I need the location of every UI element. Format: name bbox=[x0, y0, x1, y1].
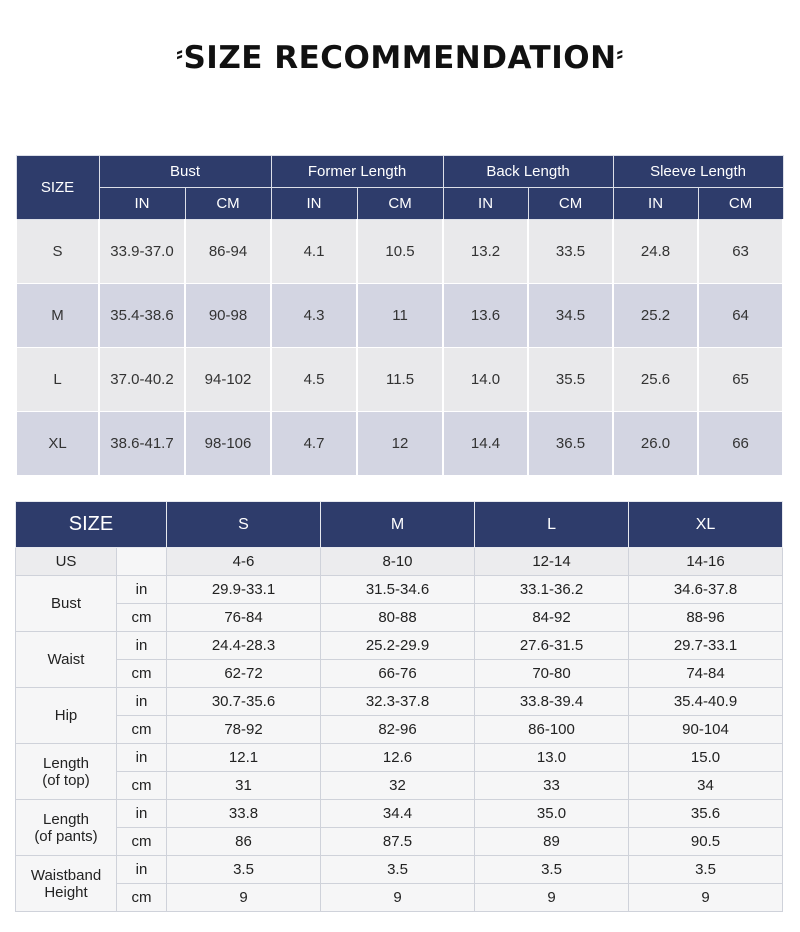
table-row bbox=[16, 856, 783, 884]
table-row bbox=[16, 604, 783, 632]
table-cell: 15.0 bbox=[629, 744, 783, 772]
measure-label: Waistband Height bbox=[16, 856, 117, 912]
table-cell: 9 bbox=[321, 884, 475, 912]
table-cell: 10.5 bbox=[357, 220, 443, 284]
unit-header: IN bbox=[613, 188, 698, 220]
group-header: Bust bbox=[99, 156, 271, 188]
table-cell: 80-88 bbox=[321, 604, 475, 632]
size-label: S bbox=[16, 220, 99, 284]
table-cell: 4.3 bbox=[271, 284, 357, 348]
table-cell: 86 bbox=[167, 828, 321, 856]
unit-label: in bbox=[117, 800, 167, 828]
page-title-text: SIZE RECOMMENDATION bbox=[183, 40, 617, 76]
table-cell: 34.5 bbox=[528, 284, 613, 348]
table-cell: 70-80 bbox=[475, 660, 629, 688]
table-cell: 3.5 bbox=[167, 856, 321, 884]
table-cell: 9 bbox=[475, 884, 629, 912]
table-cell: 33.1-36.2 bbox=[475, 576, 629, 604]
table-cell: 86-100 bbox=[475, 716, 629, 744]
table-cell: 98-106 bbox=[185, 412, 271, 476]
measure-label: Hip bbox=[16, 688, 117, 744]
table-cell: 63 bbox=[698, 220, 783, 284]
table-cell: 12-14 bbox=[475, 548, 629, 576]
table-cell: 35.4-38.6 bbox=[99, 284, 185, 348]
group-header: Sleeve Length bbox=[613, 156, 783, 188]
table-row bbox=[16, 220, 783, 284]
table-cell: 3.5 bbox=[629, 856, 783, 884]
table-cell: 35.0 bbox=[475, 800, 629, 828]
size-column-header: M bbox=[321, 502, 475, 548]
table-cell: 65 bbox=[698, 348, 783, 412]
measure-label: Bust bbox=[16, 576, 117, 632]
table-cell: 74-84 bbox=[629, 660, 783, 688]
table-row bbox=[16, 348, 783, 412]
table-row bbox=[16, 828, 783, 856]
table-cell: 35.4-40.9 bbox=[629, 688, 783, 716]
table-cell: 12 bbox=[357, 412, 443, 476]
size-table-bottom bbox=[15, 501, 783, 912]
table-cell: 90-98 bbox=[185, 284, 271, 348]
group-header: Former Length bbox=[271, 156, 443, 188]
table-cell: 66 bbox=[698, 412, 783, 476]
table-cell: 4.1 bbox=[271, 220, 357, 284]
measure-label: Length (of top) bbox=[16, 744, 117, 800]
table-cell: 76-84 bbox=[167, 604, 321, 632]
size-label: L bbox=[16, 348, 99, 412]
table-cell: 86-94 bbox=[185, 220, 271, 284]
table-cell: 78-92 bbox=[167, 716, 321, 744]
table-row bbox=[16, 688, 783, 716]
table-cell: 12.6 bbox=[321, 744, 475, 772]
table-cell: 90-104 bbox=[629, 716, 783, 744]
unit-label: cm bbox=[117, 828, 167, 856]
table-cell: 4.5 bbox=[271, 348, 357, 412]
table-row bbox=[16, 284, 783, 348]
table-cell: 33.5 bbox=[528, 220, 613, 284]
table-cell: 37.0-40.2 bbox=[99, 348, 185, 412]
table-cell: 27.6-31.5 bbox=[475, 632, 629, 660]
unit-header: IN bbox=[443, 188, 528, 220]
table-cell: 33.9-37.0 bbox=[99, 220, 185, 284]
size-column-header: XL bbox=[629, 502, 783, 548]
table-cell: 14.0 bbox=[443, 348, 528, 412]
unit-header: IN bbox=[99, 188, 185, 220]
table-cell: 89 bbox=[475, 828, 629, 856]
table-row bbox=[16, 772, 783, 800]
unit-header: CM bbox=[698, 188, 783, 220]
table-cell: 31 bbox=[167, 772, 321, 800]
table-cell: 13.0 bbox=[475, 744, 629, 772]
unit-label: in bbox=[117, 576, 167, 604]
table-cell: 62-72 bbox=[167, 660, 321, 688]
table-row bbox=[16, 800, 783, 828]
unit-label: in bbox=[117, 856, 167, 884]
table-row bbox=[16, 412, 783, 476]
table-cell: 29.7-33.1 bbox=[629, 632, 783, 660]
table-row bbox=[16, 884, 783, 912]
table-cell: 64 bbox=[698, 284, 783, 348]
unit-header: IN bbox=[271, 188, 357, 220]
table-cell: 11.5 bbox=[357, 348, 443, 412]
size-header: SIZE bbox=[16, 502, 167, 548]
unit-header: CM bbox=[528, 188, 613, 220]
table-cell: 84-92 bbox=[475, 604, 629, 632]
measure-label: Waist bbox=[16, 632, 117, 688]
table-cell: 88-96 bbox=[629, 604, 783, 632]
table-row bbox=[16, 744, 783, 772]
header-row-units bbox=[16, 188, 783, 220]
table-cell: 8-10 bbox=[321, 548, 475, 576]
table-cell: 24.8 bbox=[613, 220, 698, 284]
size-column-header: S bbox=[167, 502, 321, 548]
table-cell: 94-102 bbox=[185, 348, 271, 412]
size-label: M bbox=[16, 284, 99, 348]
table-cell: 34 bbox=[629, 772, 783, 800]
unit-label: in bbox=[117, 744, 167, 772]
table-cell: 9 bbox=[629, 884, 783, 912]
size-label: XL bbox=[16, 412, 99, 476]
table-cell: 24.4-28.3 bbox=[167, 632, 321, 660]
table-cell: 87.5 bbox=[321, 828, 475, 856]
table-cell: 25.2 bbox=[613, 284, 698, 348]
right-accent-icon: ⸗ bbox=[616, 41, 624, 65]
group-header: Back Length bbox=[443, 156, 613, 188]
unit-label: in bbox=[117, 688, 167, 716]
unit-header: CM bbox=[357, 188, 443, 220]
table-cell: 90.5 bbox=[629, 828, 783, 856]
unit-label: in bbox=[117, 632, 167, 660]
table-cell: 36.5 bbox=[528, 412, 613, 476]
size-header: SIZE bbox=[16, 156, 99, 220]
table-cell: 33.8-39.4 bbox=[475, 688, 629, 716]
table-cell: 13.2 bbox=[443, 220, 528, 284]
unit-header: CM bbox=[185, 188, 271, 220]
table-cell: 4-6 bbox=[167, 548, 321, 576]
table-cell: 26.0 bbox=[613, 412, 698, 476]
table-cell: 31.5-34.6 bbox=[321, 576, 475, 604]
table-cell: 35.6 bbox=[629, 800, 783, 828]
table-row bbox=[16, 660, 783, 688]
table-cell: 13.6 bbox=[443, 284, 528, 348]
size-column-header: L bbox=[475, 502, 629, 548]
table-row bbox=[16, 576, 783, 604]
table-cell: 82-96 bbox=[321, 716, 475, 744]
unit-label: cm bbox=[117, 772, 167, 800]
unit-label: cm bbox=[117, 660, 167, 688]
table-cell: 4.7 bbox=[271, 412, 357, 476]
table-cell: 12.1 bbox=[167, 744, 321, 772]
unit-label: cm bbox=[117, 604, 167, 632]
table-cell: 38.6-41.7 bbox=[99, 412, 185, 476]
size-table-top bbox=[15, 155, 784, 475]
table-cell: 33 bbox=[475, 772, 629, 800]
header-row-sizes bbox=[16, 502, 783, 548]
us-label: US bbox=[16, 548, 117, 576]
table-cell: 30.7-35.6 bbox=[167, 688, 321, 716]
table-cell: 34.6-37.8 bbox=[629, 576, 783, 604]
table-row bbox=[16, 632, 783, 660]
us-size-row bbox=[16, 548, 783, 576]
table-cell: 29.9-33.1 bbox=[167, 576, 321, 604]
table-cell: 33.8 bbox=[167, 800, 321, 828]
table-cell: 32.3-37.8 bbox=[321, 688, 475, 716]
table-cell: 66-76 bbox=[321, 660, 475, 688]
blank-cell bbox=[117, 548, 167, 576]
table-row bbox=[16, 716, 783, 744]
table-cell: 14.4 bbox=[443, 412, 528, 476]
table-cell: 35.5 bbox=[528, 348, 613, 412]
table-cell: 3.5 bbox=[321, 856, 475, 884]
unit-label: cm bbox=[117, 716, 167, 744]
table-cell: 11 bbox=[357, 284, 443, 348]
table-cell: 9 bbox=[167, 884, 321, 912]
table-cell: 32 bbox=[321, 772, 475, 800]
header-row-groups bbox=[16, 156, 783, 188]
table-cell: 34.4 bbox=[321, 800, 475, 828]
table-cell: 3.5 bbox=[475, 856, 629, 884]
table-cell: 14-16 bbox=[629, 548, 783, 576]
left-accent-icon: ⸗ bbox=[176, 41, 184, 65]
page-title bbox=[0, 40, 800, 76]
table-cell: 25.6 bbox=[613, 348, 698, 412]
measure-label: Length (of pants) bbox=[16, 800, 117, 856]
table-cell: 25.2-29.9 bbox=[321, 632, 475, 660]
unit-label: cm bbox=[117, 884, 167, 912]
